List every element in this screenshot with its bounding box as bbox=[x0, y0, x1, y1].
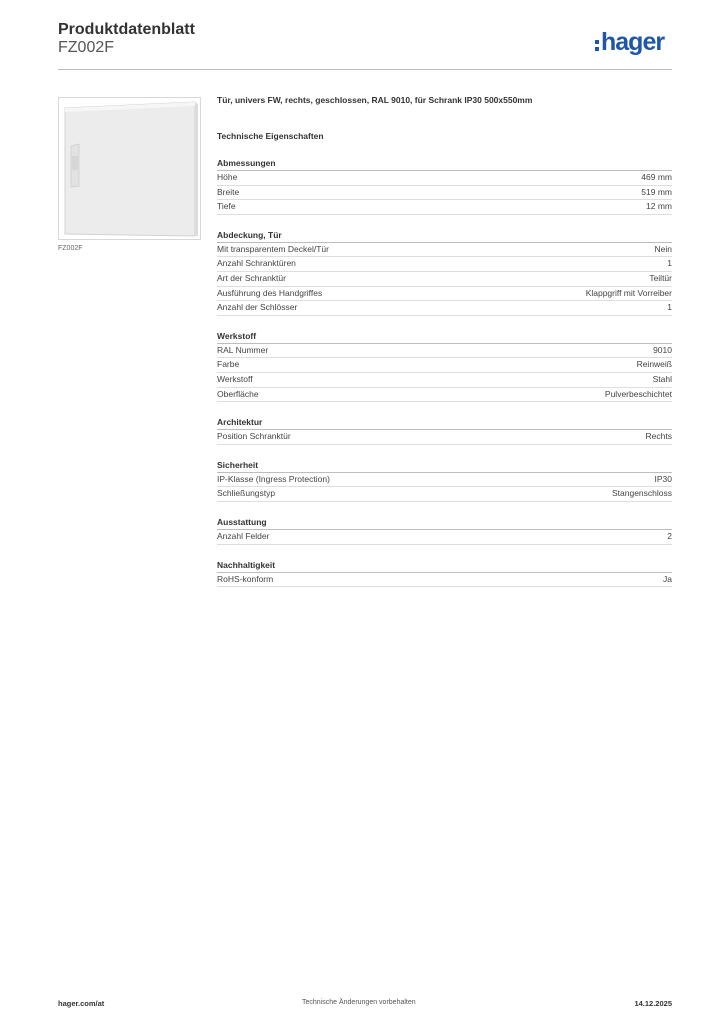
hager-logo bbox=[595, 29, 664, 55]
spec-label: Anzahl Felder bbox=[217, 530, 270, 541]
spec-row bbox=[217, 301, 672, 316]
spec-row bbox=[217, 573, 672, 588]
spec-label: Oberfläche bbox=[217, 388, 259, 399]
page-title: Produktdatenblatt bbox=[58, 21, 195, 38]
spec-value: Rechts bbox=[645, 431, 672, 442]
section-title: Abdeckung, Tür bbox=[217, 229, 672, 243]
spec-value: Reinweiß bbox=[636, 359, 672, 370]
spec-section bbox=[217, 229, 672, 316]
spec-value: 1 bbox=[667, 302, 672, 313]
specification-panel bbox=[217, 92, 672, 587]
spec-label: Anzahl der Schlösser bbox=[217, 302, 298, 313]
spec-row bbox=[217, 530, 672, 545]
spec-label: Anzahl Schranktüren bbox=[217, 258, 296, 269]
spec-label: Art der Schranktür bbox=[217, 272, 286, 283]
spec-value: 12 mm bbox=[646, 201, 672, 212]
spec-row bbox=[217, 186, 672, 201]
spec-label: Breite bbox=[217, 186, 240, 197]
spec-value: 1 bbox=[667, 258, 672, 269]
spec-value: 469 mm bbox=[641, 172, 672, 182]
spec-value: Pulverbeschichtet bbox=[604, 388, 672, 399]
spec-value: Stangenschloss bbox=[611, 488, 672, 499]
spec-row bbox=[217, 171, 672, 186]
spec-section bbox=[217, 559, 672, 588]
spec-value: Klappgriff mit Vorreiber bbox=[585, 287, 672, 298]
spec-value: 2 bbox=[667, 530, 672, 541]
spec-value: Nein bbox=[654, 243, 672, 254]
spec-row bbox=[217, 344, 672, 359]
spec-label: Schließungstyp bbox=[217, 488, 276, 499]
spec-row bbox=[217, 373, 672, 388]
spec-value: 9010 bbox=[653, 344, 672, 355]
spec-label: Tiefe bbox=[217, 201, 236, 212]
logo-dots-icon bbox=[595, 40, 599, 55]
logo-wordmark: hager bbox=[601, 28, 665, 56]
spec-row bbox=[217, 243, 672, 258]
footer-date: 14.12.2025 bbox=[634, 999, 672, 1008]
spec-value: IP30 bbox=[654, 473, 672, 484]
spec-section bbox=[217, 516, 672, 545]
spec-section bbox=[217, 157, 672, 215]
section-title: Abmessungen bbox=[217, 157, 672, 171]
section-title: Ausstattung bbox=[217, 516, 672, 530]
spec-label: Werkstoff bbox=[217, 373, 253, 384]
spec-section bbox=[217, 416, 672, 445]
product-description: Tür, univers FW, rechts, geschlossen, RAL 9010, für Schrank IP30 500x550mm bbox=[217, 95, 533, 105]
spec-section bbox=[217, 459, 672, 502]
spec-label: RoHS-konform bbox=[217, 573, 274, 584]
spec-value: 519 mm bbox=[641, 186, 672, 197]
spec-row bbox=[217, 287, 672, 302]
spec-label: Höhe bbox=[217, 172, 238, 182]
image-caption: FZ002F bbox=[58, 245, 83, 252]
section-title: Werkstoff bbox=[217, 330, 672, 344]
spec-row bbox=[217, 200, 672, 215]
spec-label: Position Schranktür bbox=[217, 431, 291, 442]
spec-section bbox=[217, 330, 672, 402]
footer-website: hager.com/at bbox=[58, 999, 105, 1008]
section-title: Sicherheit bbox=[217, 459, 672, 473]
spec-row bbox=[217, 272, 672, 287]
spec-label: Farbe bbox=[217, 359, 240, 370]
spec-row bbox=[217, 257, 672, 272]
spec-label: IP-Klasse (Ingress Protection) bbox=[217, 473, 330, 484]
technical-heading: Technische Eigenschaften bbox=[217, 131, 324, 141]
spec-row bbox=[217, 487, 672, 502]
section-title: Nachhaltigkeit bbox=[217, 559, 672, 573]
spec-value: Ja bbox=[663, 573, 672, 584]
product-code: FZ002F bbox=[58, 39, 115, 56]
spec-row bbox=[217, 473, 672, 488]
section-title: Architektur bbox=[217, 416, 672, 430]
spec-row bbox=[217, 388, 672, 403]
header-divider bbox=[58, 69, 672, 70]
spec-row bbox=[217, 358, 672, 373]
cabinet-door-image bbox=[58, 97, 201, 240]
spec-label: Mit transparentem Deckel/Tür bbox=[217, 243, 329, 254]
spec-value: Stahl bbox=[652, 373, 672, 384]
footer-notice: Technische Änderungen vorbehalten bbox=[302, 999, 416, 1006]
spec-row bbox=[217, 430, 672, 445]
spec-sections bbox=[217, 157, 672, 587]
spec-value: Teiltür bbox=[649, 272, 672, 283]
spec-label: Ausführung des Handgriffes bbox=[217, 287, 323, 298]
spec-label: RAL Nummer bbox=[217, 344, 269, 355]
